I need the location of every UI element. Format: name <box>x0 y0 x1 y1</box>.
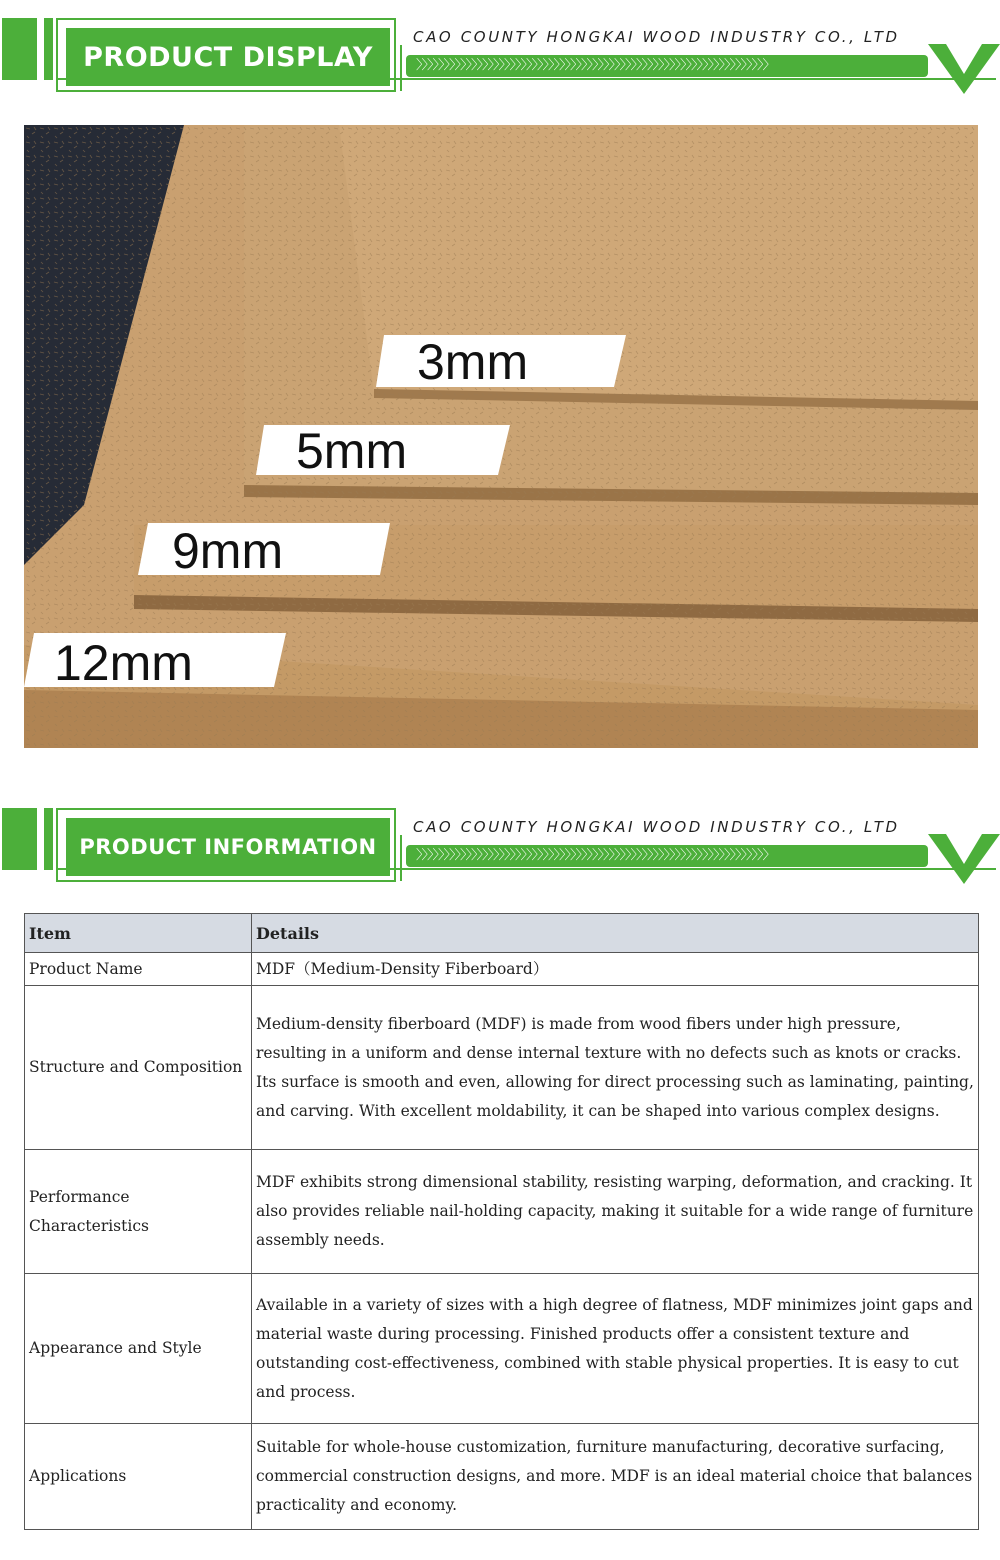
label-12mm: 12mm <box>54 635 193 691</box>
product-photo <box>24 125 978 748</box>
header-details: Details <box>252 914 979 953</box>
section-title: PRODUCT INFORMATION <box>66 818 390 876</box>
row-details: MDF exhibits strong dimensional stability, resisting warping, deformation, and cracking. It also provides reliable nail-holding capacity, making it suitable for a wide range of furniture assembly needs. <box>252 1150 979 1274</box>
section-title: PRODUCT DISPLAY <box>66 28 390 86</box>
row-details: Medium-density fiberboard (MDF) is made from wood fibers under high pressure, resulting in a uniform and dense internal texture with no defects such as knots or cracks. Its surface is smooth and even, allowing for direct processing such as laminating, painting, and carving. With excellent moldability, it can be shaped into various complex designs. <box>252 986 979 1150</box>
company-name: CAO COUNTY HONGKAI WOOD INDUSTRY CO., LTD <box>413 28 900 46</box>
product-info-table <box>24 913 979 1530</box>
section-header-information <box>0 808 1000 908</box>
header-decor-bar <box>44 808 53 870</box>
table-row <box>25 1150 979 1274</box>
label-3mm: 3mm <box>417 334 529 390</box>
header-decor-bar <box>2 18 37 80</box>
table-row <box>25 986 979 1150</box>
row-item: Structure and Composition <box>25 986 252 1150</box>
checkmark-icon <box>928 834 1000 886</box>
row-item: Applications <box>25 1424 252 1530</box>
company-name: CAO COUNTY HONGKAI WOOD INDUSTRY CO., LTD <box>413 818 900 836</box>
label-9mm: 9mm <box>172 523 284 579</box>
header-decor-bar <box>44 18 53 80</box>
header-baseline <box>56 78 996 80</box>
table-row <box>25 1274 979 1424</box>
row-item: Performance Characteristics <box>25 1150 252 1274</box>
table-row <box>25 1424 979 1530</box>
header-baseline <box>56 868 996 870</box>
header-item: Item <box>25 914 252 953</box>
header-decor-bar <box>2 808 37 870</box>
row-item: Appearance and Style <box>25 1274 252 1424</box>
section-header-display <box>0 18 1000 118</box>
header-divider <box>400 45 402 91</box>
table-row <box>25 953 979 986</box>
header-divider <box>400 835 402 881</box>
arrow-strip: 〉〉〉〉〉〉〉〉〉〉〉〉〉〉〉〉〉〉〉〉〉〉〉〉〉〉〉〉〉〉〉〉〉〉〉〉〉〉〉〉〉〉〉〉〉〉〉〉〉〉〉〉〉〉〉〉〉〉〉〉〉〉〉〉 <box>406 845 928 867</box>
row-details: Suitable for whole-house customization, furniture manufacturing, decorative surfacing, commercial construction designs, and more. MDF is an ideal material choice that balances practicality and economy. <box>252 1424 979 1530</box>
checkmark-icon <box>928 44 1000 96</box>
arrow-strip: 〉〉〉〉〉〉〉〉〉〉〉〉〉〉〉〉〉〉〉〉〉〉〉〉〉〉〉〉〉〉〉〉〉〉〉〉〉〉〉〉〉〉〉〉〉〉〉〉〉〉〉〉〉〉〉〉〉〉〉〉〉〉〉〉 <box>406 55 928 77</box>
table-header-row <box>25 914 979 953</box>
label-5mm: 5mm <box>296 423 408 479</box>
row-details: Available in a variety of sizes with a high degree of flatness, MDF minimizes joint gaps and material waste during processing. Finished products offer a consistent texture and outstanding cost-effectiveness, combined with stable physical properties. It is easy to cut and process. <box>252 1274 979 1424</box>
row-item: Product Name <box>25 953 252 986</box>
row-details: MDF（Medium-Density Fiberboard） <box>252 953 979 986</box>
